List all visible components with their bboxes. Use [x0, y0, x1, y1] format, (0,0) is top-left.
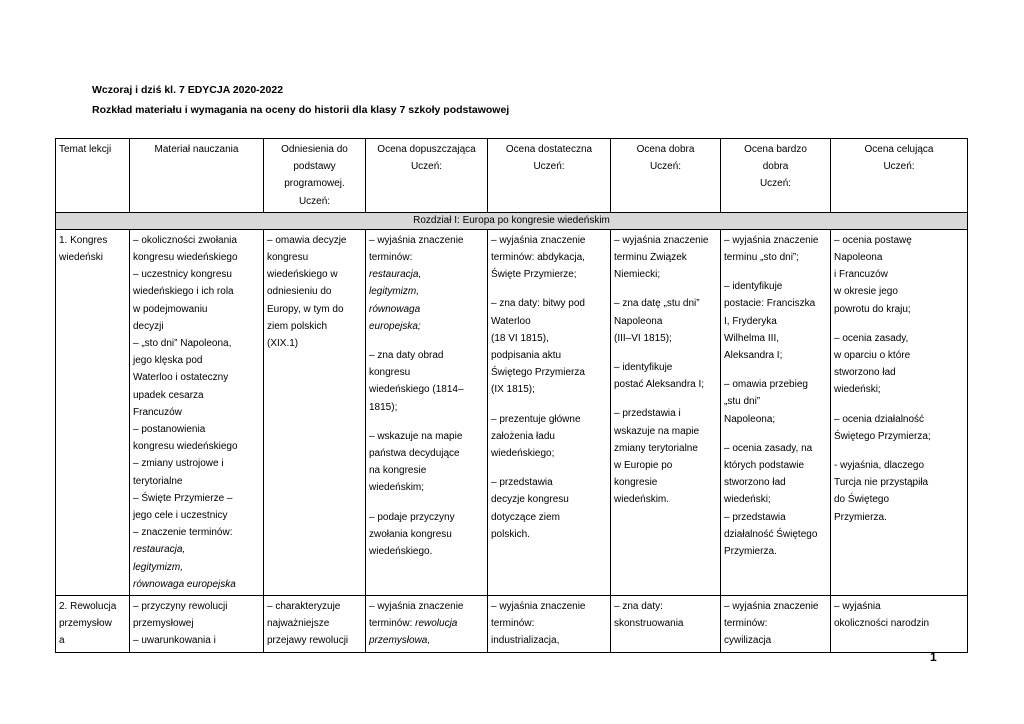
text-line: wiedeńskiego. [369, 546, 433, 558]
text-line: „stu dni” [724, 396, 761, 408]
text-line: (IX 1815); [491, 384, 535, 396]
cell-grade-5 [721, 229, 831, 595]
text-line: Ocena bardzo [744, 144, 807, 155]
text-line: – przedstawia i [614, 408, 681, 420]
text-line: jego klęska pod [133, 355, 203, 367]
text-line: stworzono ład [834, 367, 896, 379]
column-header-grade-5 [721, 139, 831, 213]
text-line: Napoleona; [724, 413, 776, 425]
text-line [724, 266, 827, 278]
text-line: działalność Świętego [724, 528, 818, 540]
text-line: – zna daty obrad [369, 350, 444, 362]
text-line [491, 399, 607, 411]
text-line: Francuzów [133, 406, 182, 418]
text-line: kongresu [267, 252, 309, 264]
text-line: wiedeńskiego (1814– [369, 384, 464, 396]
text-line [369, 335, 484, 347]
text-line: przejawy rewolucji [267, 635, 349, 647]
text-line: – zna daty: [614, 601, 663, 613]
text-line: dobra [762, 161, 789, 173]
text-line: wskazuje na mapie [614, 425, 700, 437]
text-line: w okresie jego [834, 286, 898, 298]
text-line: odniesieniu do [267, 286, 332, 298]
text-line: – prezentuje główne [491, 413, 581, 425]
text-line: Ocena dostateczna [505, 144, 593, 155]
text-line: – ocenia zasady, [834, 332, 909, 344]
text-line: terytorialne [133, 475, 183, 487]
text-line: dotyczące ziem [491, 511, 560, 523]
text-line: Ocena dopuszczająca [377, 144, 476, 155]
text-line: cywilizacja [724, 635, 772, 647]
text-line: Uczeń: [759, 178, 792, 190]
cell-material [130, 596, 264, 653]
text-line [834, 445, 964, 457]
text-line: Uczeń: [883, 161, 915, 173]
text-line: Waterloo [491, 315, 531, 327]
text-line: – identyfikuje [614, 362, 673, 374]
text-line: – wyjaśnia znaczenie [724, 234, 819, 246]
text-line: w oparciu o które [834, 350, 911, 362]
cell-grade-3 [488, 229, 611, 595]
text-line: (XIX.1) [267, 338, 299, 350]
column-header-grade-6 [831, 139, 968, 213]
text-line: a [59, 635, 65, 647]
text-line: Napoleona [834, 252, 883, 264]
cell-reference [264, 596, 366, 653]
text-line: 1. Kongres [59, 234, 108, 246]
text-line: Święte Przymierze; [491, 269, 577, 281]
text-line: wiedeński [59, 252, 103, 264]
text-line: których podstawie [724, 460, 805, 472]
text-line: – postanowienia [133, 424, 206, 436]
text-line: Niemiecki; [614, 269, 661, 281]
text-line: – przyczyny rewolucji [133, 601, 228, 613]
text-line: terminów: [369, 252, 413, 264]
text-line: zmiany terytorialne [614, 442, 698, 454]
text-line: najważniejsze [267, 618, 330, 630]
column-header-grade-4 [611, 139, 721, 213]
text-line: terminów: abdykacja, [491, 252, 585, 264]
text-line: Ocena celująca [864, 144, 934, 155]
text-line: jego cele i uczestnicy [133, 510, 228, 522]
header-line-1: Wczoraj i dziś kl. 7 EDYCJA 2020-2022 [92, 84, 284, 96]
text-line: – okoliczności zwołania [133, 234, 237, 246]
text-line: wiedeńskim. [614, 494, 670, 506]
text-line: przemysłowej [133, 618, 194, 630]
text-line: postacie: Franciszka [724, 298, 816, 310]
text-line: – uczestnicy kongresu [133, 269, 232, 281]
text-line: – wyjaśnia znaczenie [369, 234, 464, 246]
text-line: – podaje przyczyny [369, 511, 455, 523]
text-line: terminu Związek [614, 252, 687, 264]
text-line: upadek cesarza [133, 389, 204, 401]
text-line: – wyjaśnia znaczenie [491, 601, 586, 613]
text-line: Odniesienia do [281, 144, 348, 155]
text-line: europejska; [369, 320, 421, 332]
text-line: restauracja, [133, 544, 186, 556]
text-line: Turcja nie przystąpiła [834, 477, 929, 489]
text-line: wiedeńskim; [369, 482, 425, 494]
cell-topic [56, 596, 130, 653]
cell-reference [264, 229, 366, 595]
text-line: Świętego Przymierza [491, 367, 585, 379]
text-line: terminów: rewolucja [369, 618, 458, 630]
text-line: terminów: [491, 618, 535, 630]
cell-grade-2 [366, 596, 488, 653]
text-line: i Francuzów [834, 269, 888, 281]
text-line: postać Aleksandra I; [614, 379, 705, 391]
cell-grade-2 [366, 229, 488, 595]
chapter-row [56, 212, 968, 229]
text-line [614, 393, 717, 405]
term-italic: rewolucja [415, 618, 458, 630]
curriculum-table [55, 138, 968, 653]
text-line: – ocenia działalność [834, 413, 925, 425]
text-line: równowaga [369, 303, 421, 315]
text-line: kongresu wiedeńskiego [133, 252, 238, 264]
text-line: Uczeń: [533, 161, 565, 173]
text-line: wiedeńskiego i ich rola [133, 286, 234, 298]
text-line: Uczeń: [410, 161, 443, 173]
text-line: wiedeński; [834, 384, 881, 396]
text-line: – przedstawia [724, 511, 786, 523]
text-line: polskich. [491, 528, 530, 540]
text-line: decyzje kongresu [491, 494, 569, 506]
text-line: – ocenia postawę [834, 234, 912, 246]
text-line: restauracja, [369, 269, 422, 281]
cell-grade-5 [721, 596, 831, 653]
chapter-title: Rozdział I: Europa po kongresie wiedeńskim [56, 212, 968, 229]
text-line [614, 283, 717, 295]
text-line: na kongresie [369, 465, 427, 477]
cell-grade-3 [488, 596, 611, 653]
text-line: legitymizm, [369, 286, 420, 298]
text-line: w Europie po [614, 460, 673, 472]
cell-grade-6 [831, 229, 968, 595]
header-line-2: Rozkład materiału i wymagania na oceny do historii dla klasy 7 szkoły podstawowej [92, 104, 510, 116]
text-line: Świętego Przymierza; [834, 430, 931, 442]
text-line: – wyjaśnia znaczenie [724, 601, 819, 613]
text-line: równowaga europejska [133, 578, 236, 590]
text-line [369, 416, 484, 428]
column-header-grade-2 [366, 139, 488, 213]
text-line: programowej. [284, 178, 345, 190]
text-line: – identyfikuje [724, 281, 783, 293]
table-row [56, 596, 968, 653]
text-line: Uczeń: [649, 161, 682, 173]
text-line: okoliczności narodzin [834, 618, 930, 630]
column-header-topic [56, 139, 130, 213]
text-line: do Świętego [834, 494, 890, 506]
column-header-grade-3 [488, 139, 611, 213]
text-line: wiedeńskiego w [267, 269, 338, 281]
text-line: wiedeńskiego; [491, 448, 555, 460]
text-line: podpisania aktu [491, 350, 562, 362]
text-line: kongresie [614, 477, 658, 489]
text-line: wiedeński; [724, 494, 771, 506]
text-line [834, 318, 964, 330]
text-line: - wyjaśnia, dlaczego [834, 460, 925, 472]
text-line: Waterloo i ostateczny [133, 372, 229, 384]
text-line: – omawia przebieg [724, 379, 808, 391]
text-line [724, 364, 827, 376]
text-line: Aleksandra I; [724, 350, 783, 362]
text-line: skonstruowania [614, 618, 684, 630]
cell-topic [56, 229, 130, 595]
text-line: kongresu wiedeńskiego [133, 441, 238, 453]
text-line: Temat lekcji [59, 144, 112, 155]
text-line: – znaczenie terminów: [133, 527, 233, 539]
text-line: terminów: [724, 618, 768, 630]
document-header [92, 80, 509, 120]
table-header-row [56, 139, 968, 213]
text-line: – ocenia zasady, na [724, 442, 813, 454]
text-line [491, 283, 607, 295]
text-line: kongresu [369, 367, 411, 379]
text-line: industrializacja, [491, 635, 560, 647]
text-line: Materiał nauczania [154, 144, 239, 155]
text-line: – wskazuje na mapie [369, 430, 463, 442]
text-line [491, 462, 607, 474]
cell-material [130, 229, 264, 595]
text-line: – zmiany ustrojowe i [133, 458, 224, 470]
text-line: – wyjaśnia [834, 601, 881, 613]
text-line: państwa decydujące [369, 448, 460, 460]
text-line: przemysłow [59, 618, 112, 630]
text-line [369, 497, 484, 509]
text-line: – wyjaśnia znaczenie [614, 234, 709, 246]
text-line: – uwarunkowania i [133, 635, 216, 647]
text-line: I, Fryderyka [724, 315, 777, 327]
text-line [724, 428, 827, 440]
text-line: powrotu do kraju; [834, 303, 911, 315]
cell-grade-4 [611, 229, 721, 595]
text-line: (18 VI 1815), [491, 332, 549, 344]
cell-grade-6 [831, 596, 968, 653]
text-line: – wyjaśnia znaczenie [491, 234, 586, 246]
text-line: założenia ładu [491, 430, 555, 442]
text-line: – omawia decyzje [267, 234, 347, 246]
text-line: Uczeń: [298, 195, 331, 207]
text-line: decyzji [133, 320, 164, 332]
text-line: Przymierza. [834, 511, 887, 523]
text-line: (III–VI 1815); [614, 332, 672, 344]
text-line: zwołania kongresu [369, 528, 452, 540]
text-line: ziem polskich [267, 320, 328, 332]
text-line: Europy, w tym do [267, 303, 344, 315]
text-line: – zna datę „stu dni” [614, 298, 700, 310]
text-line: stworzono ład [724, 477, 786, 489]
text-line: – zna daty: bitwy pod [491, 298, 585, 310]
text-line: – wyjaśnia znaczenie [369, 601, 464, 613]
text-line: terminu „sto dni”; [724, 252, 800, 264]
text-line: 1815); [369, 401, 398, 413]
text-line: Ocena dobra [636, 144, 695, 155]
text-line: 2. Rewolucja [59, 601, 117, 613]
text-line: przemysłowa, [369, 635, 431, 647]
text-line: Przymierza. [724, 546, 777, 558]
text-line: Napoleona [614, 315, 663, 327]
text-line: w podejmowaniu [133, 303, 208, 315]
text-line: podstawy [293, 161, 336, 173]
text-line [614, 347, 717, 359]
text-line: Wilhelma III, [724, 332, 780, 344]
column-header-reference [264, 139, 366, 213]
text-line: – Święte Przymierze – [133, 492, 233, 504]
text-line: legitymizm, [133, 561, 184, 573]
text-line: – charakteryzuje [267, 601, 341, 613]
text-line [834, 399, 964, 411]
page-number: 1 [930, 650, 937, 664]
text-line: – „sto dni” Napoleona, [133, 338, 232, 350]
text-line: – przedstawia [491, 477, 553, 489]
cell-grade-4 [611, 596, 721, 653]
table-row [56, 229, 968, 595]
column-header-material [130, 139, 264, 213]
